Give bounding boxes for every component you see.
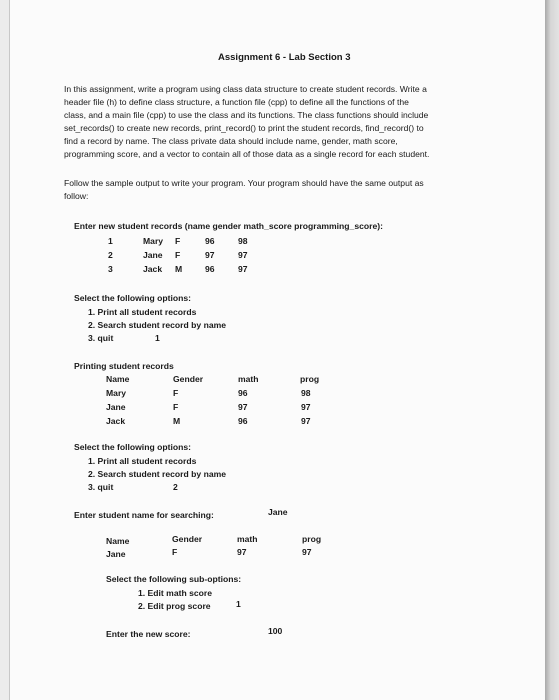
print-header-gender: Gender	[173, 374, 204, 384]
search-header-gender: Gender	[172, 534, 203, 544]
input-row-prog: 97	[238, 264, 248, 274]
input-row-math: 96	[205, 236, 215, 246]
print-row-gender: F	[173, 388, 179, 398]
print-header-prog: prog	[300, 374, 320, 384]
document-title: Assignment 6 - Lab Section 3	[218, 52, 351, 63]
intro-line: In this assignment, write a program using class data structure to create student records. Write a	[64, 84, 427, 94]
printing-heading: Printing student records	[74, 361, 174, 371]
search-header-name: Name	[106, 536, 130, 546]
input-row-gender: F	[175, 250, 181, 260]
input-row-number: 3	[108, 264, 113, 274]
intro-line: find a record by name. The class private data should include name, gender, math score,	[64, 136, 398, 146]
search-row-math: 97	[237, 547, 247, 557]
menu2-heading: Select the following options:	[74, 442, 191, 452]
input-row-number: 1	[108, 236, 113, 246]
submenu-choice: 1	[236, 599, 241, 609]
follow-paragraph	[64, 177, 504, 203]
input-row-math: 97	[205, 250, 215, 260]
search-header-prog: prog	[302, 534, 322, 544]
print-row-math: 97	[238, 402, 248, 412]
menu1-choice: 1	[155, 333, 160, 343]
follow-line: Follow the sample output to write your program. Your program should have the same output as	[64, 178, 424, 188]
input-row-name: Jane	[143, 250, 163, 260]
menu2-option: 2. Search student record by name	[88, 469, 227, 479]
print-header-math: math	[238, 374, 259, 384]
search-row-gender: F	[172, 547, 178, 557]
menu1-heading: Select the following options:	[74, 293, 191, 303]
print-row-gender: M	[173, 416, 181, 426]
print-row-math: 96	[238, 416, 248, 426]
menu2-choice: 2	[173, 482, 178, 492]
print-row-prog: 97	[301, 402, 311, 412]
menu1-option: 1. Print all student records	[88, 307, 197, 317]
print-row-math: 96	[238, 388, 248, 398]
print-row-name: Mary	[106, 388, 127, 398]
menu1-option: 2. Search student record by name	[88, 320, 227, 330]
right-page-shadow	[545, 0, 559, 700]
input-row-prog: 98	[238, 236, 248, 246]
search-prompt: Enter student name for searching:	[74, 510, 214, 520]
left-page-edge	[0, 0, 10, 700]
print-row-name: Jane	[106, 402, 126, 412]
intro-line: programming score, and a vector to contain all of those data as a single record for each student.	[64, 149, 430, 159]
new-score-prompt: Enter the new score:	[106, 629, 191, 639]
follow-line: follow:	[64, 191, 89, 201]
intro-line: class, and a main file (cpp) to use the class and its functions. The class functions should include	[64, 110, 429, 120]
submenu-heading: Select the following sub-options:	[106, 574, 242, 584]
submenu-option: 1. Edit math score	[138, 588, 213, 598]
search-header-math: math	[237, 534, 258, 544]
menu1-option: 3. quit	[88, 333, 114, 343]
print-row-prog: 97	[301, 416, 311, 426]
input-row-gender: F	[175, 236, 181, 246]
print-header-name: Name	[106, 374, 130, 384]
input-row-math: 96	[205, 264, 215, 274]
menu2-option: 3. quit	[88, 482, 114, 492]
print-row-gender: F	[173, 402, 179, 412]
intro-line: header file (h) to define class structure, a function file (cpp) to define all the functions of the	[64, 97, 409, 107]
menu2-option: 1. Print all student records	[88, 456, 197, 466]
intro-paragraph	[64, 83, 504, 161]
print-row-name: Jack	[106, 416, 126, 426]
search-row-name: Jane	[106, 549, 126, 559]
input-row-gender: M	[175, 264, 183, 274]
input-row-number: 2	[108, 250, 113, 260]
search-value: Jane	[268, 507, 288, 517]
input-row-name: Mary	[143, 236, 164, 246]
intro-line: set_records() to create new records, print_record() to print the student records, find_record() to	[64, 123, 424, 133]
new-score-value: 100	[268, 626, 283, 636]
print-row-prog: 98	[301, 388, 311, 398]
input-row-name: Jack	[143, 264, 163, 274]
submenu-option: 2. Edit prog score	[138, 601, 211, 611]
search-row-prog: 97	[302, 547, 312, 557]
input-row-prog: 97	[238, 250, 248, 260]
enter-records-prompt: Enter new student records (name gender math_score programming_score):	[74, 221, 383, 231]
